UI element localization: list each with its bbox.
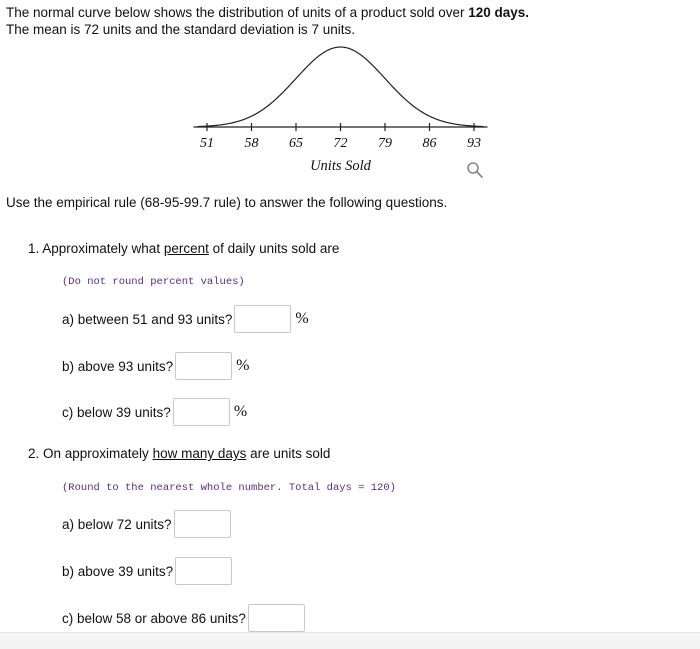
empirical-rule-instruction: Use the empirical rule (68-95-99.7 rule) to answer the following questions. <box>6 195 448 210</box>
question-2-note: (Round to the nearest whole number. Total days = 120) <box>62 482 396 494</box>
intro-line-2: The mean is 72 units and the standard deviation is 7 units. <box>6 22 355 37</box>
question-2-heading: 2. On approximately how many days are units sold <box>28 446 331 461</box>
magnifier-icon[interactable] <box>466 161 484 179</box>
x-axis-title: Units Sold <box>310 158 371 174</box>
q1c-row <box>62 398 247 426</box>
bottom-bar <box>0 632 700 649</box>
q1c-percent-unit: % <box>233 403 248 420</box>
normal-curve-line <box>197 47 483 127</box>
normal-curve-chart <box>190 40 490 178</box>
percent-link[interactable]: percent <box>163 241 209 256</box>
x-tick-label-72: 72 <box>333 136 348 151</box>
total-days-bold: 120 days. <box>468 5 530 20</box>
intro-text <box>6 4 529 38</box>
x-tick-label-86: 86 <box>422 136 437 151</box>
q1c-input[interactable] <box>173 398 230 426</box>
x-tick-label-93: 93 <box>467 136 481 151</box>
intro-line-1: The normal curve below shows the distribution of units of a product sold over 120 days. <box>6 5 530 20</box>
q2b-input[interactable] <box>175 557 232 585</box>
q2a-input[interactable] <box>174 510 231 538</box>
q2c-label: c) below 58 or above 86 units? <box>62 610 246 626</box>
q2c-row <box>62 604 305 632</box>
q1b-label: b) above 93 units? <box>62 358 174 374</box>
q1a-row <box>62 305 309 333</box>
x-tick-label-58: 58 <box>244 136 259 151</box>
question-1-note: (Do not round percent values) <box>62 276 245 288</box>
q1c-label: c) below 39 units? <box>62 404 171 420</box>
q2b-row <box>62 557 232 585</box>
x-tick-label-79: 79 <box>378 136 392 151</box>
q1a-input[interactable] <box>234 305 291 333</box>
q2c-input[interactable] <box>248 604 305 632</box>
question-1-heading: 1. Approximately what percent of daily units sold are <box>28 241 340 256</box>
q1a-percent-unit: % <box>295 310 309 327</box>
q1b-percent-unit: % <box>236 357 250 374</box>
q1b-input[interactable] <box>175 352 232 380</box>
q2a-row <box>62 510 231 538</box>
q2a-label: a) below 72 units? <box>62 516 172 532</box>
x-tick-label-51: 51 <box>200 136 214 151</box>
q2b-label: b) above 39 units? <box>62 563 174 579</box>
x-tick-label-65: 65 <box>289 136 303 151</box>
how-many-days-link[interactable]: how many days <box>152 446 247 461</box>
q1b-row <box>62 352 249 380</box>
q1a-label: a) between 51 and 93 units? <box>62 311 233 327</box>
